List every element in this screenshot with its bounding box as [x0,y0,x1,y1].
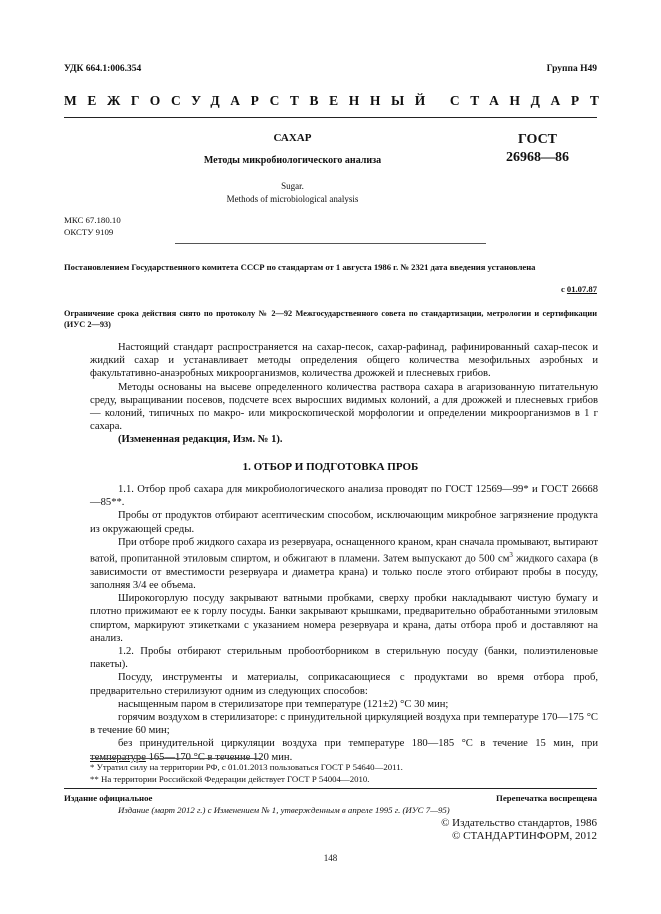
s1-paragraph-9-part-b: 165—170 °С в течение 120 мин. [145,751,293,763]
decree-date [561,284,597,294]
copyright-standartinform: © СТАНДАРТИНФОРМ, 2012 [452,830,597,842]
footer-divider [64,788,597,789]
title-divider [175,243,486,244]
footnote-2: ** На территории Российской Федерации действует ГОСТ Р 54004—2010. [90,774,370,784]
s1-paragraph-8: горячим воздухом в стерилизаторе: с принудительной циркуляцией воздуха при температуре 170—175 °С в течение 60 мин; [90,711,598,737]
banner-divider [64,117,597,118]
cubic-superscript: 3 [509,551,513,560]
section-1-body [90,483,598,764]
mks-code: МКС 67.180.10 [64,215,121,225]
doc-subtitle-english: Methods of microbiological analysis [226,194,359,204]
s1-paragraph-2: Пробы от продуктов отбирают асептическим способом, исключающим микробное загрязнение продукта из окружающей среды. [90,510,598,535]
footnote-divider [90,758,261,759]
s1-paragraph-7: насыщенным паром в стерилизаторе при температуре (121±2) °С 30 мин; [118,698,449,710]
udk-code: УДК 664.1:006.354 [64,64,142,74]
group-code: Группа Н49 [546,64,597,74]
s1-paragraph-9-part-a: без принудительной циркуляции воздуха при температуре 180—185 °С в течение 15 мин, при [118,738,598,750]
s1-paragraph-3-part-b: жидкого сахара (в зависимости от вместимости резервуара и диаметра крана) и только после этого отбирают пробы в посуду, заполняя 3/4 ее объема. [90,553,598,591]
doc-title-english: Sugar. [281,181,304,191]
footnote-1: * Утратил силу на территории РФ, с 01.01.2013 пользоваться ГОСТ Р 54640—2011. [90,762,403,772]
s1-paragraph-1: 1.1. Отбор проб сахара для микробиологического анализа проводят по ГОСТ 12569—99* и ГОСТ 26668—85**. [90,484,598,509]
interstate-standard-banner: МЕЖГОСУДАРСТВЕННЫЙ СТАНДАРТ [64,93,610,108]
s1-paragraph-4: Широкогорлую посуду закрывают ватными пробками, сверху пробки накладывают чистую бумагу и плотно прижимают ее к горлу посуды. Банки закрывают крышками, предварительно обработанными этиловым спиртом, маркируют этикетками с указанием номера резервуара и крана, даты отбора проб и доставляют на анализ. [90,593,598,644]
official-edition-label: Издание официальное [64,793,153,803]
s1-paragraph-5: 1.2. Пробы отбирают стерильным пробоотборником в стерильную посуду (банки, полиэтиленовые пакеты). [90,645,598,671]
copyright-publisher: © Издательство стандартов, 1986 [441,817,597,829]
s1-paragraph-3-part-a: При отборе проб жидкого сахара из резервуара, оснащенного краном, кран сначала промывают, вытирают ватой, пропитанной этиловым спиртом, и обжигают в пламени. Затем выпускают до 500 см [90,536,598,565]
intro-revised-note: (Измененная редакция, Изм. № 1). [118,434,283,446]
intro-paragraph-2: Методы основаны на высеве определенного количества раствора сахара в агаризованную питательную среду, выращивании посевов, подсчете всех выросших видимых колоний, а для дрожжей и плесневых грибов — колоний, типичных по макро- или микроскопической морфологии и определении микроорганизмов в 1 г сахара. [90,381,598,433]
intro-body [90,341,598,447]
doc-subtitle: Методы микробиологического анализа [203,155,382,166]
s1-paragraph-3 [90,536,598,592]
gost-label: ГОСТ [517,132,558,147]
s1-paragraph-9 [90,737,598,763]
section-1-heading: 1. ОТБОР И ПОДГОТОВКА ПРОБ [242,461,419,473]
okstu-code: ОКСТУ 9109 [64,227,114,237]
decree-date-prefix: с [560,284,567,294]
doc-title: САХАР [273,132,312,144]
decree-text: Постановлением Государственного комитета СССР по стандартам от 1 августа 1986 г. № 2321 дата введения установлена [64,262,536,272]
restriction-note: Ограничение срока действия снято по протоколу № 2—92 Межгосударственного совета по стандартизации, метрологии и сертификации (ИУС 2—93) [64,309,597,329]
page-number: 148 [323,853,338,863]
edition-note: Издание (март 2012 г.) с Изменением № 1, утвержденным в апреле 1995 г. (ИУС 7—95) [118,805,450,815]
intro-paragraph-1: Настоящий стандарт распространяется на сахар-песок, сахар-рафинад, рафинированный сахар-песок и жидкий сахар и устанавливает методы определения общего количества мезофильных аэробных и факультативно-анаэробных микроорганизмов, количества дрожжей и плесневых грибов. [90,342,598,380]
gost-number: 26968—86 [506,150,569,165]
s1-paragraph-6: Посуду, инструменты и материалы, соприкасающиеся с продуктами во время отбора проб, предварительно стерилизуют одним из следующих способов: [90,672,598,697]
reprint-prohibited-label: Перепечатка воспрещена [496,793,597,803]
s1-paragraph-9-underlined: температуре [90,751,146,763]
decree-date-value: 01.07.87 [566,284,597,294]
